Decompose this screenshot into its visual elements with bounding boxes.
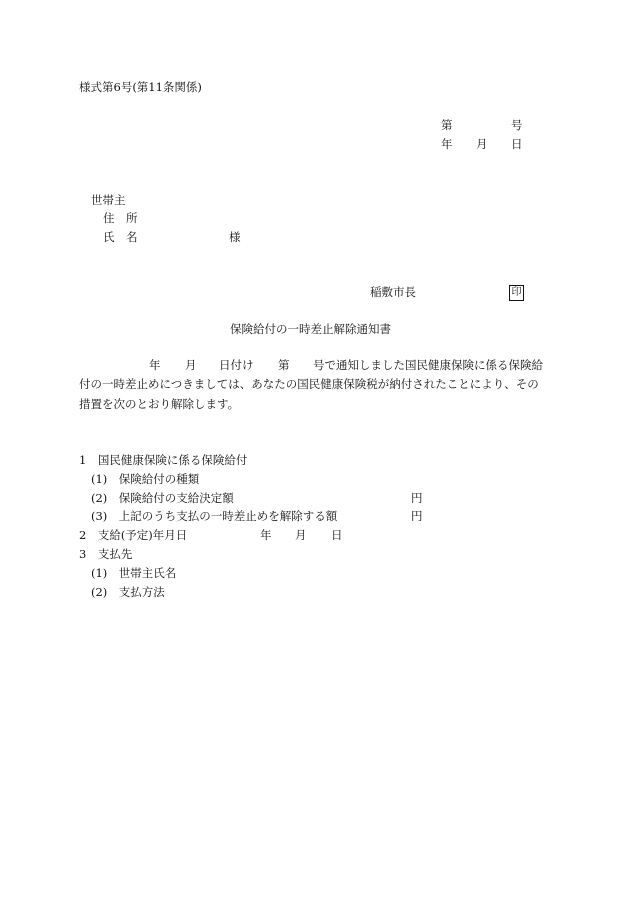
item-1-2-yen: 円 <box>411 491 423 505</box>
item-2-year: 年 <box>260 528 272 542</box>
body-line2: 付の一時差止めにつきましては、あなたの国民健康保険税が納付されたことにより、その <box>79 377 539 391</box>
item-1-3-yen: 円 <box>411 509 423 523</box>
body-line3: 措置を次のとおり解除します。 <box>79 397 240 411</box>
item-2-day: 日 <box>331 528 343 542</box>
item-3: 3 支払先 <box>79 547 133 561</box>
item-1-1: (1) 保険給付の種類 <box>91 472 200 486</box>
issue-year-label: 年 <box>441 137 453 151</box>
seal-mark: 印 <box>509 285 524 301</box>
form-label: 様式第6号(第11条関係) <box>79 80 202 94</box>
body-day-dated: 日付け <box>219 358 254 372</box>
issue-month-label: 月 <box>476 137 488 151</box>
body-line1: 号で通知しました国民健康保険に係る保険給 <box>313 358 543 372</box>
item-2: 2 支給(予定)年月日 <box>79 528 188 542</box>
item-1-2: (2) 保険給付の支給決定額 <box>91 491 234 505</box>
item-3-2: (2) 支払方法 <box>91 585 165 599</box>
document-title: 保険給付の一時差止解除通知書 <box>230 322 391 336</box>
number-prefix: 第 <box>441 118 453 132</box>
body-no-prefix: 第 <box>278 358 290 372</box>
issue-day-label: 日 <box>511 137 523 151</box>
address-label: 住 所 <box>103 211 138 225</box>
name-label: 氏 名 <box>103 230 138 244</box>
body-year: 年 <box>149 358 161 372</box>
item-1-3: (3) 上記のうち支払の一時差止めを解除する額 <box>91 509 338 523</box>
item-2-month: 月 <box>295 528 307 542</box>
householder-label: 世帯主 <box>91 193 126 207</box>
item-3-1: (1) 世帯主氏名 <box>91 566 177 580</box>
mayor-label: 稲敷市長 <box>370 285 416 299</box>
body-month: 月 <box>185 358 197 372</box>
honorific: 様 <box>229 230 241 244</box>
item-1: 1 国民健康保険に係る保険給付 <box>79 453 248 467</box>
number-suffix: 号 <box>511 118 523 132</box>
